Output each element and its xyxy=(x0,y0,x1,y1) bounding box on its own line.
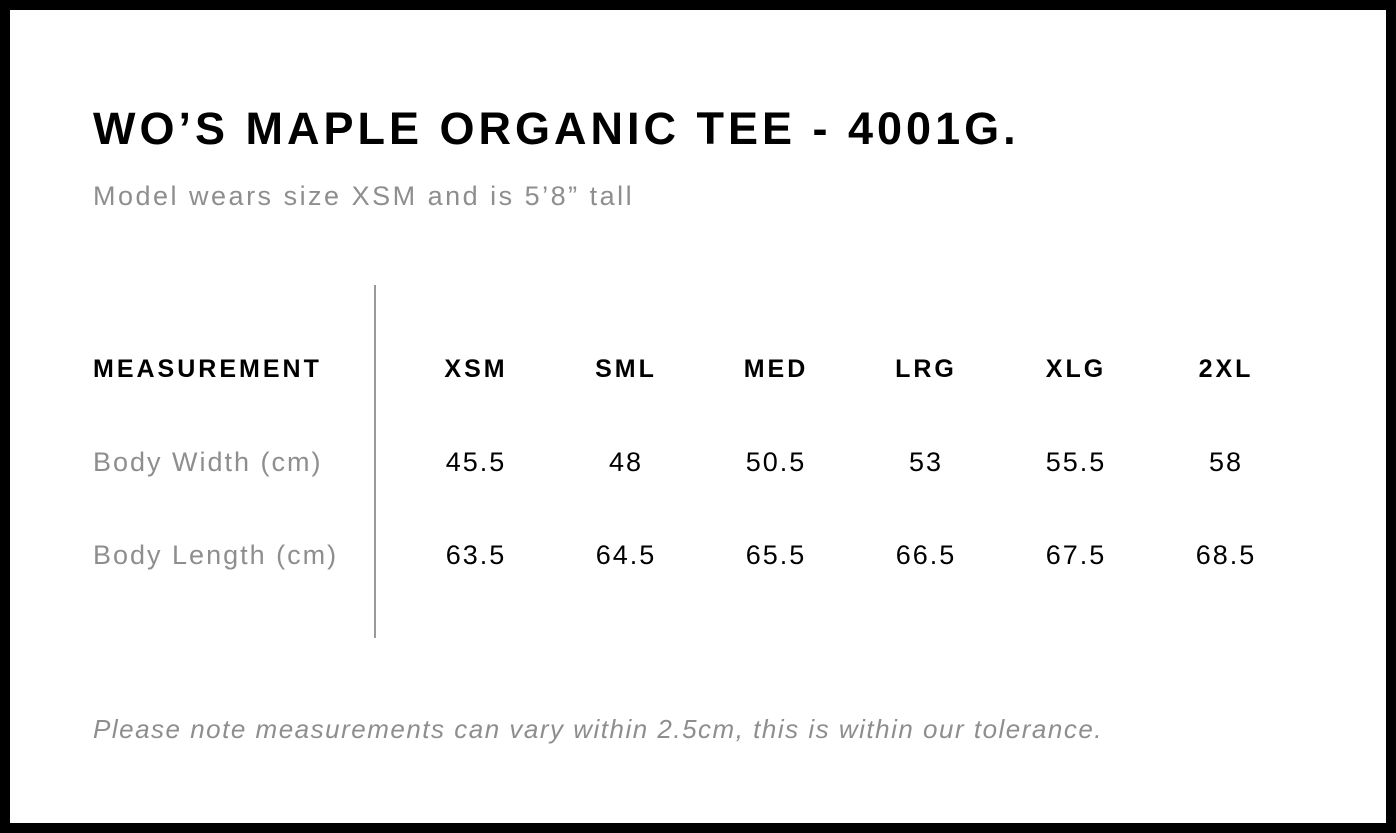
body-width-2xl: 58 xyxy=(1208,447,1244,477)
body-width-xlg: 55.5 xyxy=(1045,447,1107,477)
body-length-sml: 64.5 xyxy=(595,540,657,570)
column-header-measurement: MEASUREMENT xyxy=(93,355,322,383)
body-length-xlg: 67.5 xyxy=(1045,540,1107,570)
column-header-xlg: XLG xyxy=(1045,355,1107,383)
body-width-sml: 48 xyxy=(608,447,644,477)
column-header-sml: SML xyxy=(595,355,657,383)
column-header-lrg: LRG xyxy=(895,355,957,383)
column-header-2xl: 2XL xyxy=(1198,355,1254,383)
row-label-body-width: Body Width (cm) xyxy=(93,447,323,477)
body-length-med: 65.5 xyxy=(745,540,807,570)
body-length-2xl: 68.5 xyxy=(1195,540,1257,570)
model-size-note: Model wears size XSM and is 5’8” tall xyxy=(93,181,635,211)
column-header-med: MED xyxy=(743,355,809,383)
row-label-body-length: Body Length (cm) xyxy=(93,540,339,570)
body-width-med: 50.5 xyxy=(745,447,807,477)
tolerance-note: Please note measurements can vary within 2.5cm, this is within our tolerance. xyxy=(93,714,1104,744)
column-header-xsm: XSM xyxy=(444,355,508,383)
body-width-xsm: 45.5 xyxy=(445,447,507,477)
body-width-lrg: 53 xyxy=(908,447,944,477)
body-length-lrg: 66.5 xyxy=(895,540,957,570)
size-chart-table xyxy=(93,323,1301,602)
body-length-xsm: 63.5 xyxy=(445,540,507,570)
page-title: WO’S MAPLE ORGANIC TEE - 4001G. xyxy=(93,103,1020,154)
